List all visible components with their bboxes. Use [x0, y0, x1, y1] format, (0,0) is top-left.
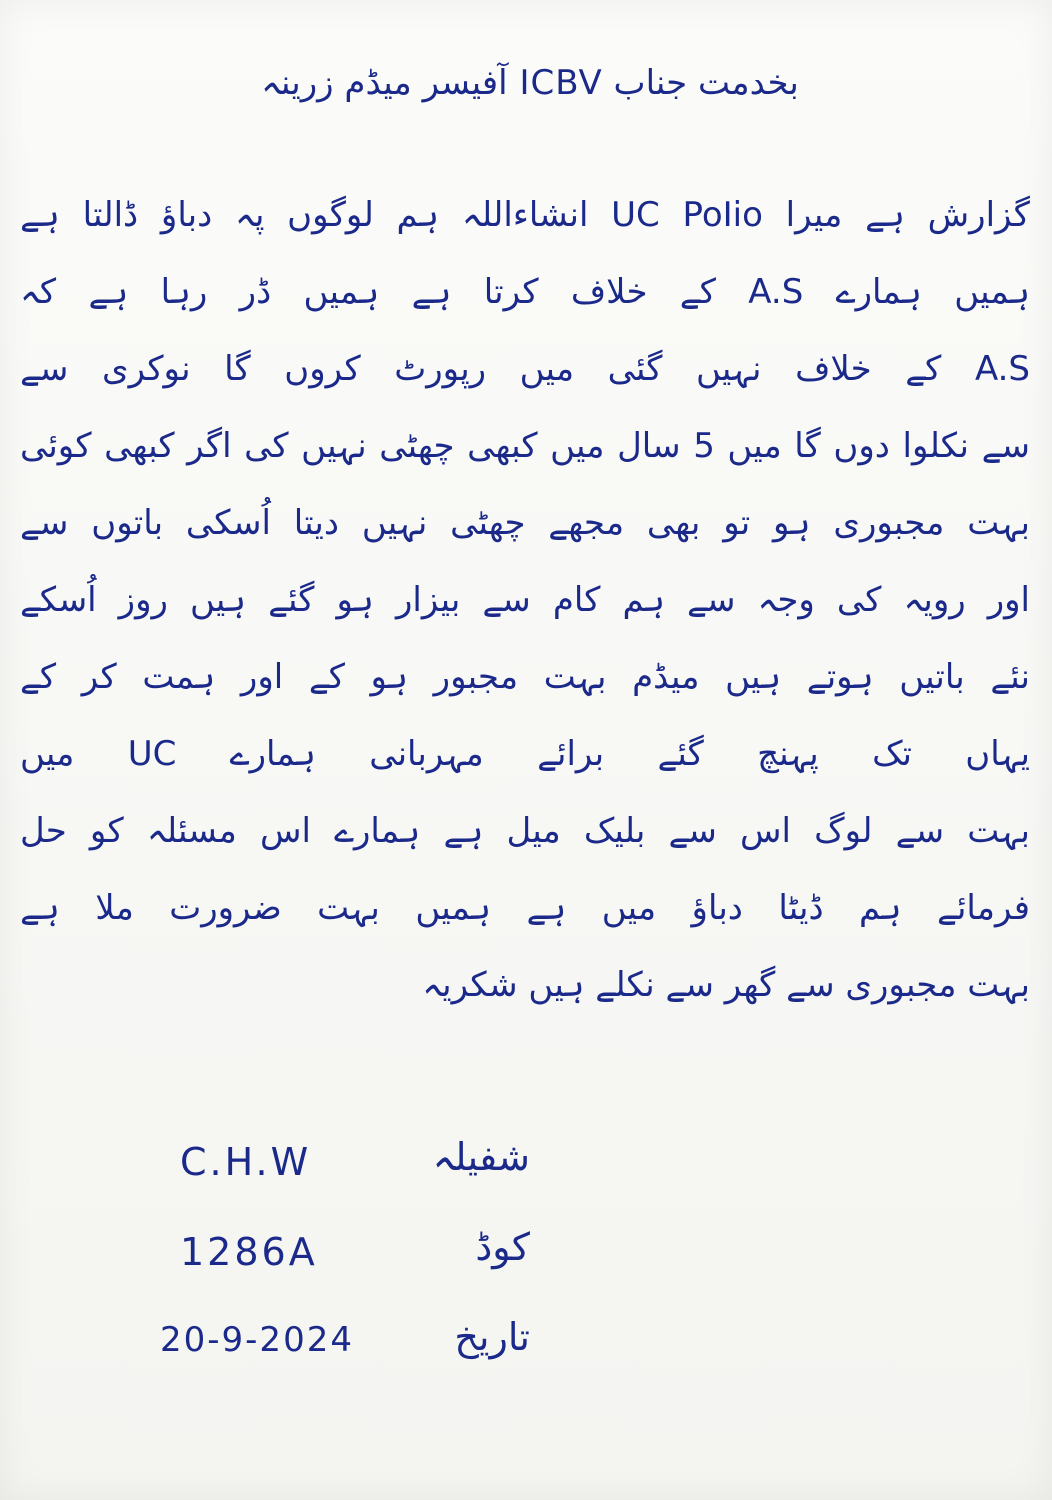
signature-date: 20-9-2024: [160, 1320, 354, 1360]
letter-line-9: بہت سے لوگ اس سے بلیک میل ہے ہمارے اس مسئلہ کو حل: [20, 811, 1030, 851]
signature-row-code: [160, 1220, 560, 1310]
signature-row-role: [160, 1130, 560, 1220]
signature-date-label: تاریخ: [454, 1315, 530, 1359]
signature-role: C.H.W: [180, 1140, 312, 1184]
letter-line-10: فرمائے ہم ڈیٹا دباؤ میں ہے ہمیں بہت ضرورت ملا ہے: [20, 888, 1030, 928]
signature-name: شفیلہ: [432, 1135, 530, 1179]
letter-body: [20, 180, 1030, 1027]
letter-line-3: A.S کے خلاف نہیں گئی میں رپورٹ کروں گا نوکری سے: [20, 349, 1030, 389]
letter-line-1: گزارش ہے میرا UC PoIio انشاءاللہ ہم لوگوں پہ دباؤ ڈالتا ہے: [20, 195, 1030, 235]
letter-line-4: سے نکلوا دوں گا میں 5 سال میں کبھی چھٹی نہیں کی اگر کبھی کوئی: [20, 426, 1030, 466]
letter-header: بخدمت جناب ICBV آفیسر میڈم زرینہ: [261, 63, 799, 103]
letter-line-6: اور رویہ کی وجہ سے ہم کام سے بیزار ہو گئے ہیں روز اُسکے: [20, 580, 1030, 620]
letter-line-2: ہمیں ہمارے A.S کے خلاف کرتا ہے ہمیں ڈر رہا ہے کہ: [20, 272, 1030, 312]
letter-line-11: بہت مجبوری سے گھر سے نکلے ہیں شکریہ: [422, 965, 1030, 1005]
signature-row-date: [160, 1310, 560, 1400]
signature-block: [160, 1130, 560, 1400]
signature-code: 1286A: [180, 1230, 318, 1274]
letter-line-5: بہت مجبوری ہو تو بھی مجھے چھٹی نہیں دیتا اُسکی باتوں سے: [20, 503, 1030, 543]
letter-line-7: نئے باتیں ہوتے ہیں میڈم بہت مجبور ہو کے اور ہمت کر کے: [20, 657, 1030, 697]
letter-line-8: یہاں تک پہنچ گئے برائے مہربانی ہمارے UC میں: [20, 734, 1030, 774]
signature-code-label: کوڈ: [475, 1225, 530, 1269]
